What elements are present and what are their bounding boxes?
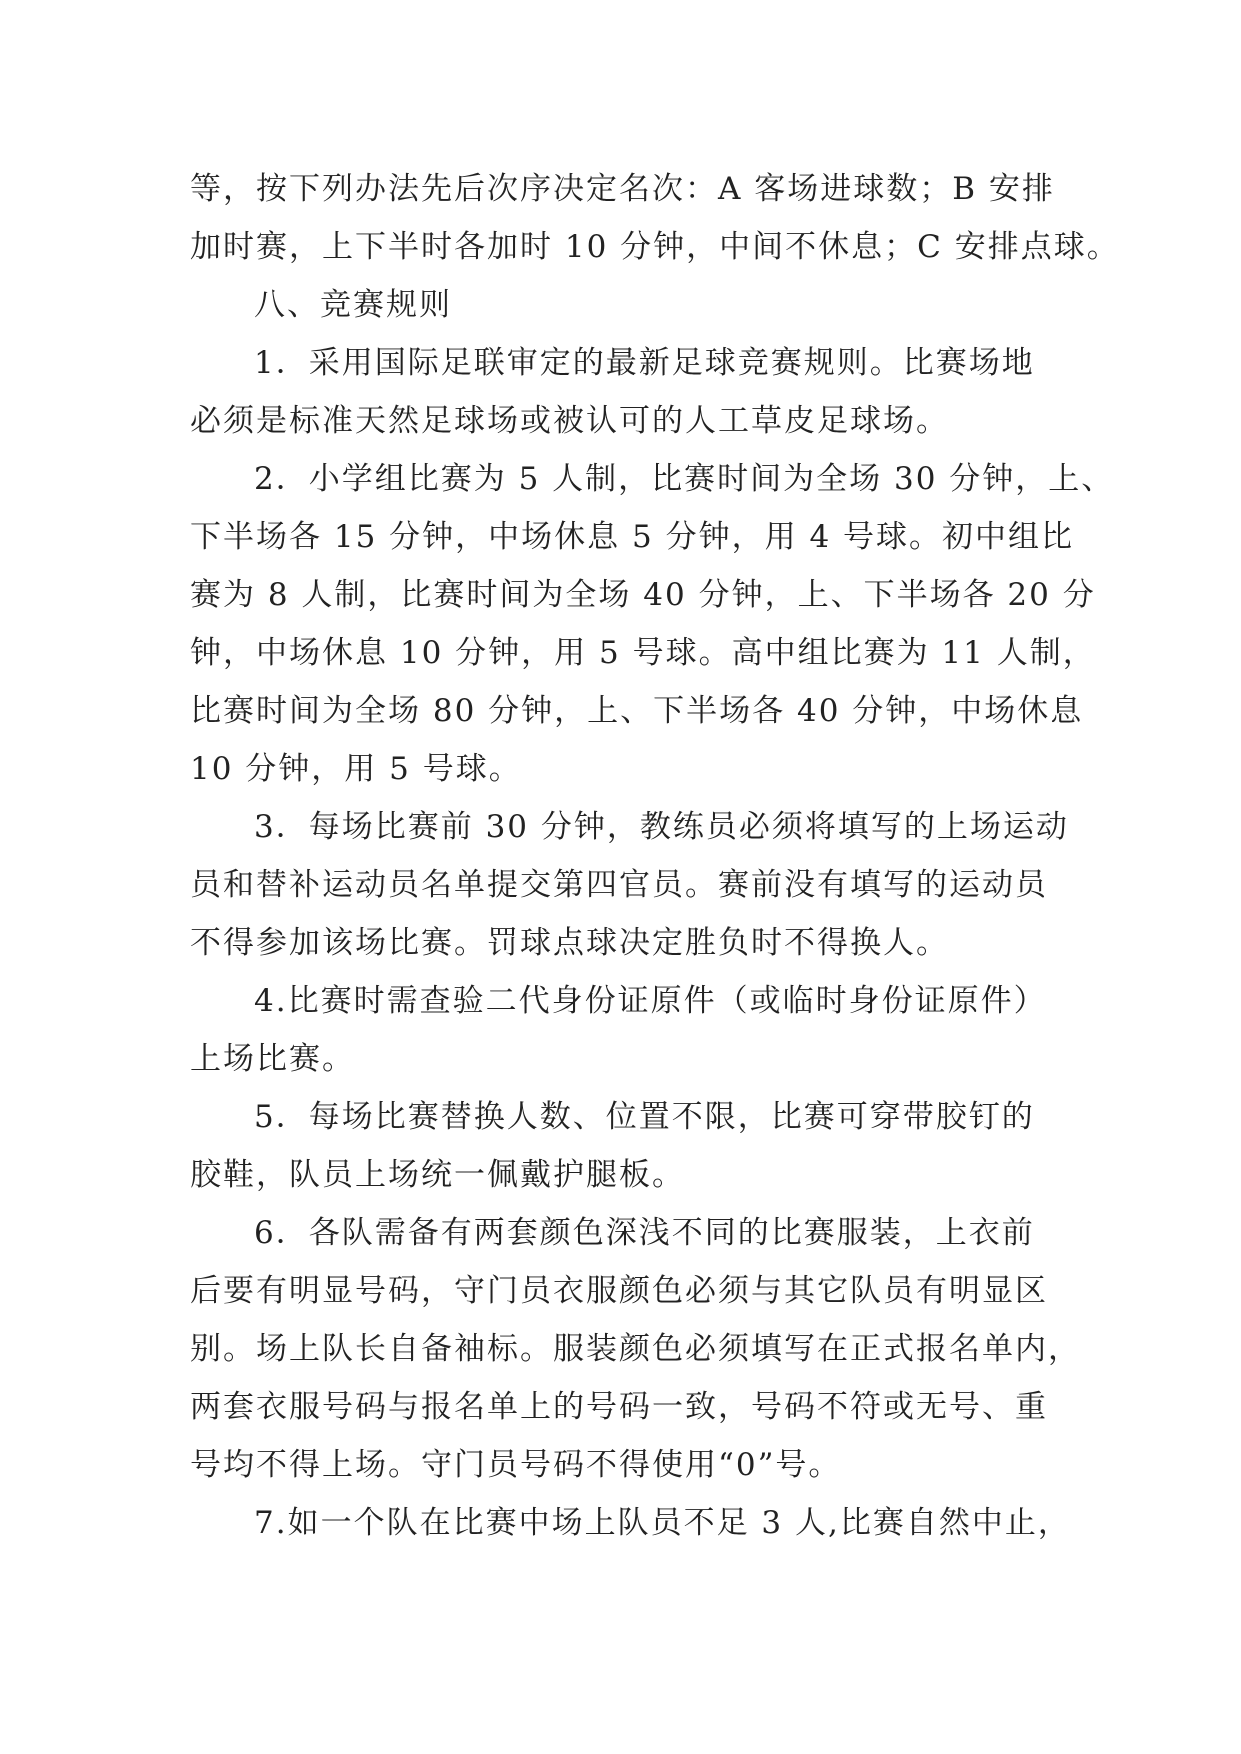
text-line: 两套衣服号码与报名单上的号码一致，号码不符或无号、重 xyxy=(190,1389,1048,1425)
document-body xyxy=(190,160,1120,1552)
text-line: 上场比赛。 xyxy=(190,1041,355,1077)
section-heading: 八、竞赛规则 xyxy=(254,287,452,323)
text-line: 号均不得上场。守门员号码不得使用“0”号。 xyxy=(190,1447,842,1483)
text-line: 必须是标准天然足球场或被认可的人工草皮足球场。 xyxy=(190,403,949,439)
rule-item: 5．每场比赛替换人数、位置不限，比赛可穿带胶钉的 xyxy=(254,1099,1035,1135)
text-line: 不得参加该场比赛。罚球点球决定胜负时不得换人。 xyxy=(190,925,949,961)
text-line: 等，按下列办法先后次序决定名次：A 客场进球数；B 安排 xyxy=(190,171,1055,207)
text-line: 下半场各 15 分钟，中场休息 5 分钟，用 4 号球。初中组比 xyxy=(190,519,1075,555)
text-line: 别。场上队长自备袖标。服装颜色必须填写在正式报名单内， xyxy=(190,1331,1081,1367)
rule-item: 2．小学组比赛为 5 人制，比赛时间为全场 30 分钟，上、 xyxy=(254,461,1115,497)
text-line: 后要有明显号码，守门员衣服颜色必须与其它队员有明显区 xyxy=(190,1273,1048,1309)
text-line: 加时赛，上下半时各加时 10 分钟，中间不休息；C 安排点球。 xyxy=(190,229,1120,265)
text-line: 比赛时间为全场 80 分钟，上、下半场各 40 分钟，中场休息 xyxy=(190,693,1084,729)
rule-item: 4.比赛时需查验二代身份证原件（或临时身份证原件） xyxy=(254,983,1047,1019)
text-line: 钟，中场休息 10 分钟，用 5 号球。高中组比赛为 11 人制， xyxy=(190,635,1096,671)
text-line: 赛为 8 人制，比赛时间为全场 40 分钟，上、下半场各 20 分 xyxy=(190,577,1096,613)
rule-item: 1．采用国际足联审定的最新足球竞赛规则。比赛场地 xyxy=(254,345,1035,381)
text-line: 员和替补运动员名单提交第四官员。赛前没有填写的运动员 xyxy=(190,867,1048,903)
text-line: 10 分钟，用 5 号球。 xyxy=(190,751,522,787)
rule-item: 3．每场比赛前 30 分钟，教练员必须将填写的上场运动 xyxy=(254,809,1069,845)
rule-item: 7.如一个队在比赛中场上队员不足 3 人,比赛自然中止， xyxy=(254,1505,1071,1541)
rule-item: 6．各队需备有两套颜色深浅不同的比赛服装，上衣前 xyxy=(254,1215,1035,1251)
text-line: 胶鞋，队员上场统一佩戴护腿板。 xyxy=(190,1157,685,1193)
